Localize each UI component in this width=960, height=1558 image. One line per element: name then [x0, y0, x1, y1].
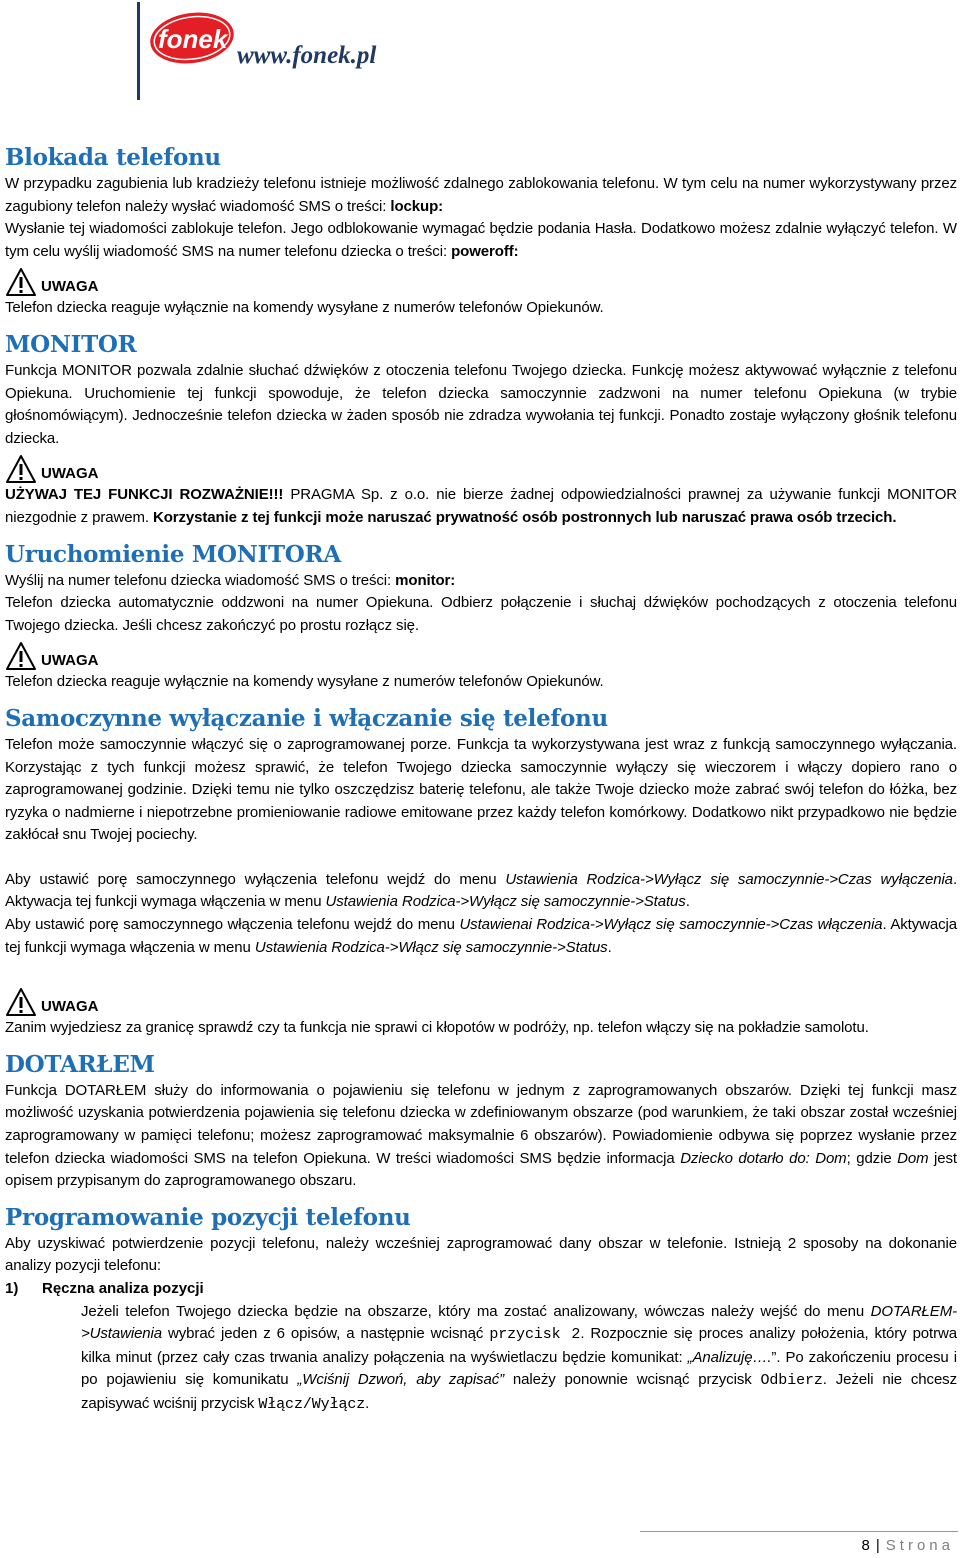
- programowanie-paragraph-1: Aby uzyskiwać potwierdzenie pozycji telefonu, należy wcześniej zaprogramować dany obszar w telefonie. Istnieją 2 sposoby na dokonanie analizy pozycji telefonu:: [5, 1234, 957, 1275]
- uruchomienie-paragraph-1: Wyślij na numer telefonu dziecka wiadomość SMS o treści: monitor:: [5, 571, 456, 589]
- uruchomienie-paragraph-2: Telefon dziecka automatycznie oddzwoni na numer Opiekuna. Odbierz połączenie i słuchaj dźwięków pochodzących z otoczenia telefonu Twojego dziecka. Jeśli chcesz zakończyć po prostu rozłącz się.: [5, 594, 957, 634]
- warning-label: UWAGA: [41, 652, 99, 670]
- page-label-text: Strona: [885, 1537, 954, 1554]
- list-item: [5, 1278, 957, 1417]
- warning-block: [5, 638, 957, 671]
- step-title: 1) Ręczna analiza pozycji: [5, 1280, 204, 1297]
- blokada-warning-text: Telefon dziecka reaguje wyłącznie na komendy wysyłane z numerów telefonów Opiekunów.: [5, 299, 604, 317]
- header-rule: [137, 2, 140, 100]
- command-monitor: monitor:: [395, 571, 456, 589]
- blokada-paragraph-2: Wysłanie tej wiadomości zablokuje telefon. Jego odblokowanie wymagać będzie podania Hasła. Dodatkowo możesz zdalnie wyłączyć telefon. W tym celu wyślij wiadomość SMS na numer telefonu dziecka o treści: poweroff:: [5, 220, 957, 260]
- monitor-warning-text: UŻYWAJ TEJ FUNKCJI ROZWAŻNIE!!! PRAGMA Sp. z o.o. nie bierze żadnej odpowiedzialności prawnej za używanie funkcji MONITOR niezgodnie z prawem. Korzystanie z tej funkcji może naruszać prywatność osób postronnych lub naruszać prawa osób trzecich.: [5, 486, 957, 526]
- command-poweroff: poweroff:: [451, 242, 519, 260]
- warning-label: UWAGA: [41, 465, 99, 483]
- heading-monitor: MONITOR: [5, 330, 137, 358]
- blokada-paragraph-1: W przypadku zagubienia lub kradzieży telefonu istnieje możliwość zdalnego zablokowania telefonu. W tym celu na numer wykorzystywany przez zagubiony telefon należy wysłać wiadomość SMS o treści: lockup:: [5, 175, 957, 215]
- samoczynne-warning-text: Zanim wyjedziesz za granicę sprawdź czy ta funkcja nie sprawi ci kłopotów w podróży, np. telefon włączy się na pokładzie samolotu.: [5, 1019, 869, 1037]
- heading-dotarlem: DOTARŁEM: [5, 1050, 155, 1078]
- samoczynne-paragraph-3: Aby ustawić porę samoczynnego włączenia telefonu wejdź do menu Ustawienai Rodzica->Wyłącz się samoczynnie->Czas włączenia. Aktywacja tej funkcji wymaga włączenia w menu Ustawienia Rodzica->Włącz się samoczynnie->Status.: [5, 916, 957, 956]
- site-url[interactable]: www.fonek.pl: [237, 42, 377, 69]
- samoczynne-paragraph-1: Telefon może samoczynnie włączyć się o zaprogramowanej porze. Funkcja ta wykorzystywana jest wraz z funkcją samoczynnego wyłączania. Korzystając z tych funkcji możesz sprawić, że telefon Twojego dziecka samoczynnie wyłączy się wieczorem i włączy dopiero rano o zaprogramowanej godzinie. Dzięki temu nie tylko oszczędzisz baterię telefonu, ale także Twoje dziecko może zabrać swój telefon do łóżka, bez ryzyka o nadmierne i niepotrzebne promieniowanie radiowe emitowane przez każdy telefon komórkowy. Dodatkowo nikt przypadkowo nie będzie zakłócał snu Twojej pociechy.: [5, 735, 957, 844]
- steps-list: [5, 1278, 957, 1417]
- page-header: [0, 0, 960, 110]
- warning-icon: [5, 454, 37, 484]
- fonek-logo: [148, 8, 240, 70]
- heading-samoczynne: Samoczynne wyłączanie i włączanie się telefonu: [5, 704, 608, 732]
- step-body: Jeżeli telefon Twojego dziecka będzie na obszarze, który ma zostać analizowany, wówczas należy wejść do menu DOTARŁEM->Ustawienia wybrać jeden z 6 opisów, a następnie wcisnąć przycisk 2. Rozpocznie się proces analizy położenia, który potrwa kilka minut (przez cały czas trwania analizy połączenia na wyświetlaczu będzie komunikat: „Analizuję….”. Po zakończeniu procesu i po pojawieniu się komunikatu „Wciśnij Dzwoń, aby zapisać” należy ponownie wcisnąć przycisk Odbierz. Jeżeli nie chcesz zapisywać wciśnij przycisk Włącz/Wyłącz.: [81, 1302, 957, 1413]
- samoczynne-paragraph-2: Aby ustawić porę samoczynnego wyłączenia telefonu wejdź do menu Ustawienia Rodzica->Wyłącz się samoczynnie->Czas wyłączenia. Aktywacja tej funkcji wymaga włączenia w menu Ustawienia Rodzica->Wyłącz się samoczynnie->Status.: [5, 870, 958, 911]
- page-footer: [640, 1531, 958, 1558]
- warning-block: [5, 264, 957, 297]
- heading-programowanie: Programowanie pozycji telefonu: [5, 1203, 411, 1231]
- warning-label: UWAGA: [41, 998, 99, 1016]
- uruchomienie-warning-text: Telefon dziecka reaguje wyłącznie na komendy wysyłane z numerów telefonów Opiekunów.: [5, 673, 604, 691]
- heading-blokada: Blokada telefonu: [5, 144, 221, 171]
- page-number-label: 8 | Strona: [861, 1537, 954, 1554]
- dotarlem-paragraph-1: Funkcja DOTARŁEM służy do informowania o pojawieniu się telefonu w jednym z zaprogramowanych obszarów. Dzięki tej funkcji masz możliwość uzyskania potwierdzenia pojawienia się telefonu dziecka w zdefiniowanym obszarze (pod warunkiem, że taki obszar został wcześniej zaprogramowany w pamięci telefonu; możesz zaprogramować maksymalnie 6 obszarów). Powiadomienie odbywa się poprzez wysłanie przez telefon dziecka wiadomości SMS na telefon Opiekuna. W treści wiadomości SMS będzie informacja Dziecko dotarło do: Dom; gdzie Dom jest opisem przypisanym do zaprogramowanego obszaru.: [5, 1081, 957, 1190]
- warning-label: UWAGA: [41, 278, 99, 296]
- monitor-paragraph-1: Funkcja MONITOR pozwala zdalnie słuchać dźwięków z otoczenia telefonu Twojego dziecka. Funkcję możesz aktywować wyłącznie z telefonu Opiekuna. Uruchomienie tej funkcji spowoduje, że telefon dziecka samoczynnie zadzwoni na numer telefonu Opiekuna (w trybie głośnomówiącym). Jednocześnie telefon dziecka w żaden sposób nie zdradza wywołania tej funkcji. Ponadto zostaje wyłączony głośnik telefonu dziecka.: [5, 361, 957, 447]
- warning-block: [5, 984, 957, 1017]
- document-body: [5, 143, 957, 1417]
- warning-block: [5, 451, 957, 484]
- page-number: 8: [861, 1537, 870, 1554]
- command-lockup: lockup:: [390, 197, 444, 215]
- warning-icon: [5, 641, 37, 671]
- warning-icon: [5, 987, 37, 1017]
- warning-icon: [5, 267, 37, 297]
- heading-uruchomienie: Uruchomienie MONITORA: [5, 540, 341, 568]
- logo-text: fonek: [158, 24, 228, 54]
